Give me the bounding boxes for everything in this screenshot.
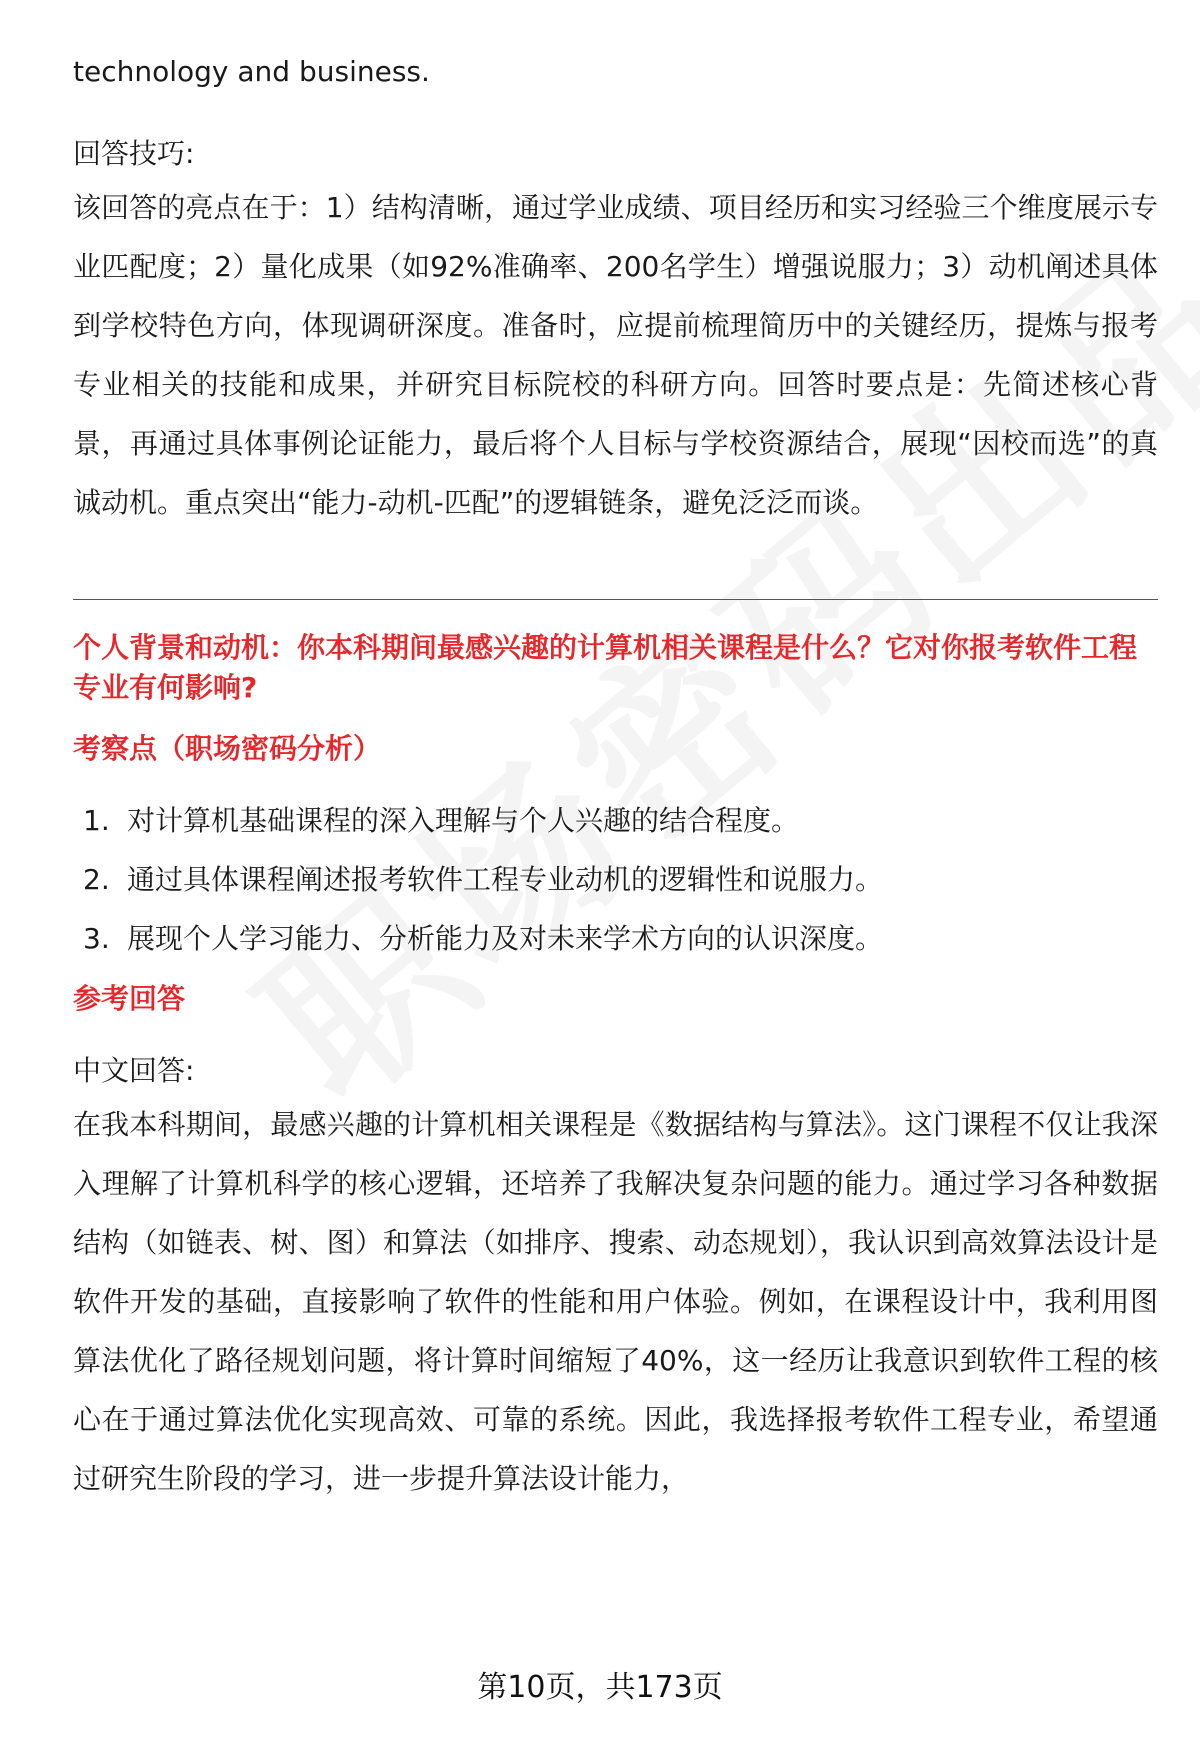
section-divider xyxy=(73,599,1158,600)
cn-answer-body: 在我本科期间，最感兴趣的计算机相关课程是《数据结构与算法》。这门课程不仅让我深入理解了计算机科学的核心逻辑，还培养了我解决复杂问题的能力。通过学习各种数据结构（如链表、树、图）和算法（如排序、搜索、动态规划），我认识到高效算法设计是软件开发的基础，直接影响了软件的性能和用户体验。例如，在课程设计中，我利用图算法优化了路径规划问题，将计算时间缩短了40%，这一经历让我意识到软件工程的核心在于通过算法优化实现高效、可靠的系统。因此，我选择报考软件工程专业，希望通过研究生阶段的学习，进一步提升算法设计能力， xyxy=(73,1108,1158,1495)
intro-continuation: technology and business. xyxy=(73,55,430,88)
list-item xyxy=(83,791,1153,850)
focus-list xyxy=(83,791,1153,968)
list-text: 通过具体课程阐述报考软件工程专业动机的逻辑性和说服力。 xyxy=(127,863,884,896)
focus-heading: 考察点（职场密码分析） xyxy=(73,732,382,765)
list-item xyxy=(83,909,1153,968)
list-text: 展现个人学习能力、分析能力及对未来学术方向的认识深度。 xyxy=(127,922,884,955)
page-number: 第10页，共173页 xyxy=(477,1670,723,1705)
list-text: 对计算机基础课程的深入理解与个人兴趣的结合程度。 xyxy=(127,804,800,837)
list-item xyxy=(83,850,1153,909)
list-number: 3. xyxy=(83,922,110,955)
cn-answer-label: 中文回答: xyxy=(73,1054,195,1087)
tips-label: 回答技巧: xyxy=(73,137,195,170)
tips-body: 该回答的亮点在于：1）结构清晰，通过学业成绩、项目经历和实习经验三个维度展示专业匹配度；2）量化成果（如92%准确率、200名学生）增强说服力；3）动机阐述具体到学校特色方向，体现调研深度。准备时，应提前梳理简历中的关键经历，提炼与报考专业相关的技能和成果，并研究目标院校的科研方向。回答时要点是：先简述核心背景，再通过具体事例论证能力，最后将个人目标与学校资源结合，展现“因校而选”的真诚动机。重点突出“能力-动机-匹配”的逻辑链条，避免泛泛而谈。 xyxy=(73,191,1158,519)
question-title: 个人背景和动机：你本科期间最感兴趣的计算机相关课程是什么？它对你报考软件工程专业有何影响? xyxy=(73,631,1138,704)
list-number: 2. xyxy=(83,863,110,896)
document-page xyxy=(73,0,1158,1755)
list-number: 1. xyxy=(83,804,110,837)
answer-heading: 参考回答 xyxy=(73,982,186,1015)
